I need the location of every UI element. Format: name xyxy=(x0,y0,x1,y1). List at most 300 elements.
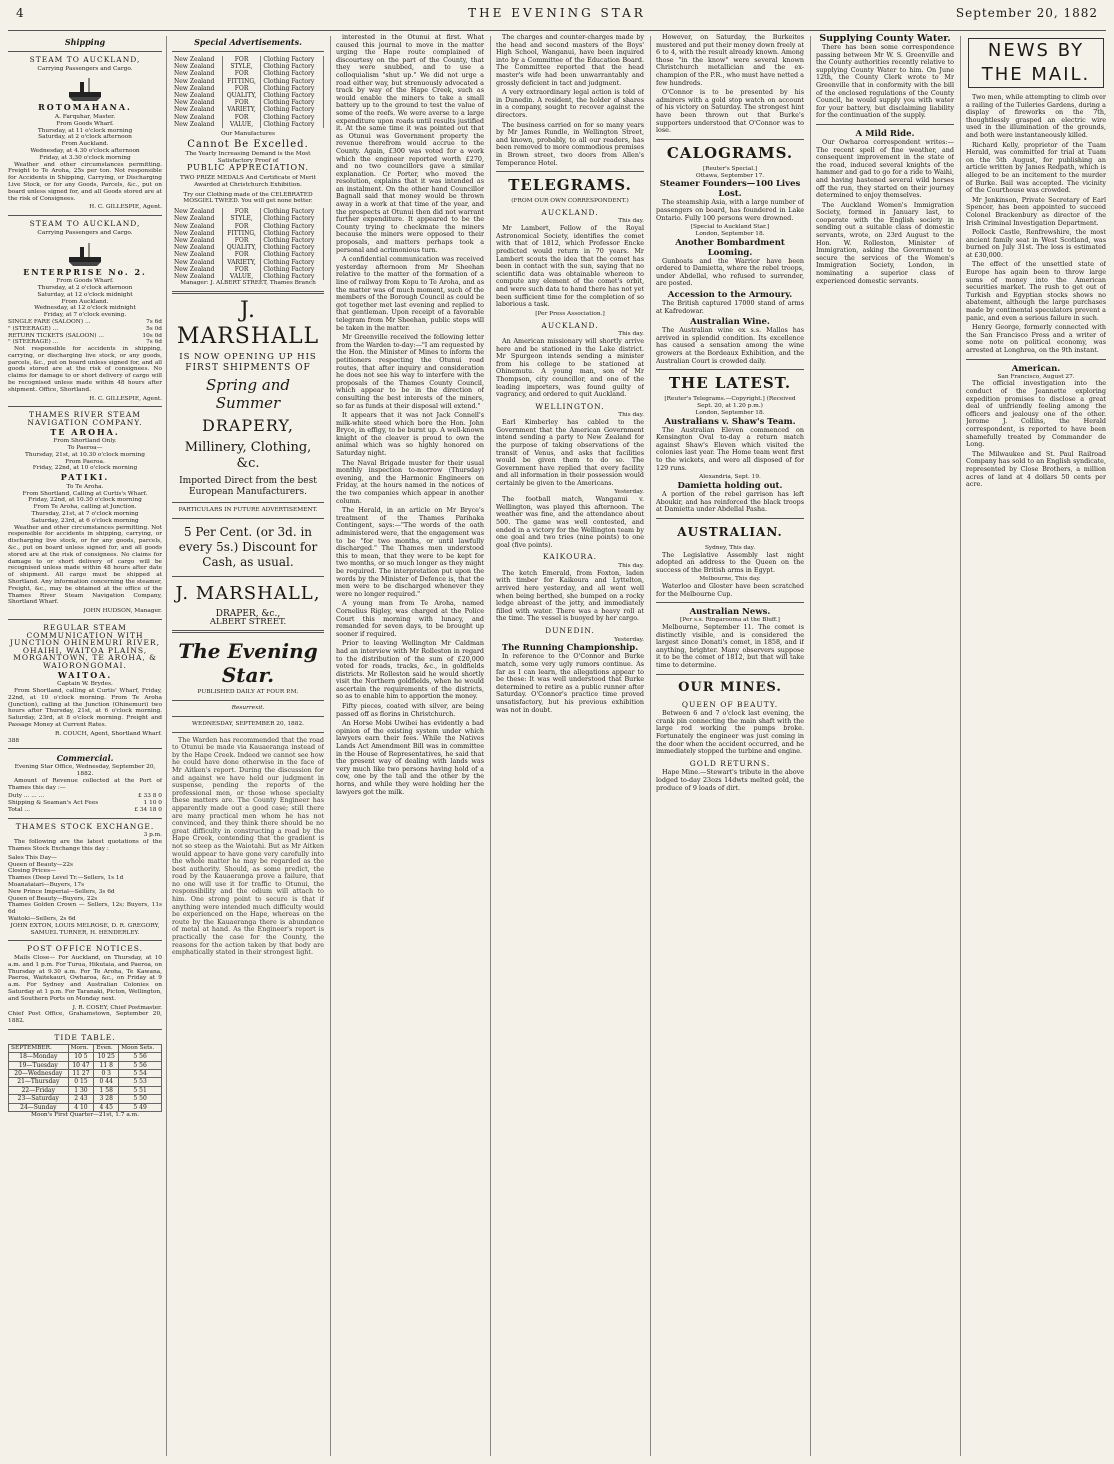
press-association: [Per Press Association.] xyxy=(535,310,605,317)
clothing-ad-cell: FOR xyxy=(222,237,261,244)
duty-row: Shipping & Seaman's Act Fees 1 10 0 xyxy=(8,800,162,807)
tide-row xyxy=(9,1078,162,1086)
clothing-ad-cell: Clothing Factory xyxy=(261,259,324,266)
dateline-day: Yesterday. xyxy=(614,489,644,496)
telegrams-subheading: (FROM OUR OWN CORRESPONDENT.) xyxy=(511,198,629,205)
column-rule xyxy=(330,36,331,1456)
clothing-ad-cell: Clothing Factory xyxy=(261,244,324,251)
clothing-ad-cell: Clothing Factory xyxy=(261,208,324,215)
post-office-title: POST OFFICE NOTICES. xyxy=(27,944,143,954)
column-rule xyxy=(960,36,961,1456)
clothing-ad-cell: Clothing Factory xyxy=(261,99,324,106)
clothing-ad-row xyxy=(172,92,324,99)
clothing-ad-cell: FOR xyxy=(222,70,261,77)
clothing-ad-cell: New Zealand xyxy=(172,106,222,113)
clothing-ad-cell: STYLE, xyxy=(222,63,261,70)
duty-row: Total ... £ 34 18 0 xyxy=(8,807,162,814)
article-paragraph: An American missionary will shortly arrive here and be stationed in the Lake district. Mr Spurgeon intends sending a minister from his college to be stationed at Ohinemutu. A young man, son of Mr Thompson, city councillor, and one of the leading importers, was found guilty of vagrancy, and ordered to quit Auckland. xyxy=(496,337,644,399)
fares-note: Not responsible for accidents in shipping, carrying, or discharging live stock, or any goods, parcels, &c., put on board unless signed for, and all goods stored are at the risk of consignees. No claims for damage to or short delivery of cargo will be recognised unless made within 48 hours after shipment. Office, Shortland. xyxy=(8,346,162,393)
tide-row xyxy=(9,1069,162,1077)
clothing-ad-cell: Clothing Factory xyxy=(261,273,324,280)
albert-street: ALBERT STREET. xyxy=(209,616,287,627)
clothing-ad-cell: FOR xyxy=(222,99,261,106)
clothing-ad-row xyxy=(172,78,324,85)
cannot-be-excelled: Cannot Be Excelled. xyxy=(187,138,309,150)
clothing-ad-cell: FOR xyxy=(222,251,261,258)
article-paragraph: Earl Kimberley has cabled to the Government that the American Government intend sending a party to New Zealand for the purpose of taking observations of the transit of Venus, and asks that facilities would be given them to do so. The Government have replied that every facility and all information in their possession would certainly be given to the Americans. xyxy=(496,418,644,487)
imported-direct: Imported Direct from the best European Manufacturers. xyxy=(179,476,317,498)
clothing-ad-row xyxy=(172,70,324,77)
ship-from: From Goods Wharf. xyxy=(56,278,114,285)
clothing-ad-cell: New Zealand xyxy=(172,215,222,222)
clothing-ad-cell: FITTING, xyxy=(222,78,261,85)
weather-note: Weather and other circumstances permitting. Freight to Te Aroha, 25s per ton. Not responsible for Accidents in Shipping, Carrying, or Discharging Live Stock, or for any Goods, Parcels, &c., put on board unless signed for, and all Goods stored are at the risk of Consignees. xyxy=(8,161,162,202)
article-paragraph: The effect of the unsettled state of Europe has again been to throw large sums of money into the American securities market. The rush to get out of Turkish and Egyptian stocks shows no abatement, although the large purchases made by continental speculators prevent a panic, and even a serious failure in such. xyxy=(966,260,1106,322)
clothing-ad-cell: FOR xyxy=(222,56,261,63)
moon-note: Moon's First Quarter—21st, 1.7 a.m. xyxy=(31,1112,139,1119)
clothing-ad-cell: New Zealand xyxy=(172,85,222,92)
article-paragraph: Fifty pieces, coated with silver, are being passed off as florins in Christchurch. xyxy=(336,702,484,718)
clothing-ad-row xyxy=(172,114,324,121)
ship-times-paeroa: Friday, 22nd, at 10 o'clock morning xyxy=(32,465,138,472)
mosgiel-tweed: Try our Clothing made of the CELEBRATED MOSGIEL TWEED. You will get none better. xyxy=(183,191,313,205)
supply-water-headline: Supplying County Water. xyxy=(819,34,951,44)
agent-signature: H. C. GILLESPIE, Agent. xyxy=(89,204,162,211)
masthead-title: THE EVENING STAR xyxy=(468,6,646,20)
australian-news-headline: Australian News. xyxy=(689,607,771,618)
running-headline: The Running Championship. xyxy=(501,643,639,654)
clothing-ad-cell: Clothing Factory xyxy=(261,106,324,113)
damietta-headline: Damietta holding out. xyxy=(677,480,783,491)
tide-row xyxy=(9,1086,162,1094)
ship-times-te-aroha: Thursday, 21st, at 7 o'clock morning Saturday, 23rd, at 6 o'clock morning xyxy=(31,511,139,524)
clothing-ad-cell: Clothing Factory xyxy=(261,85,324,92)
column-rule xyxy=(490,36,491,1456)
dateline-wellington: WELLINGTON. xyxy=(535,401,605,411)
agent-signature: R. COUCH, Agent, Shortland Wharf. xyxy=(55,730,162,737)
clothing-ad-cell: New Zealand xyxy=(172,121,222,128)
article-paragraph: The British captured 17000 stand of arms at Kafredowar. xyxy=(656,299,804,315)
column-county-news xyxy=(816,34,954,1458)
article-paragraph: Mr Lambert, Fellow of the Royal Astronomical Society, identifies the comet with that of 1812, which Professor Encke predicted would return in 70 years. Mr Lambert scouts the idea that the comet has been in contact with the sun, saying that no scientific data was obtainable whereon to compute any element of the comet's orbit, and were such data to hand there has not yet been sufficient time for the completion of so laborious a task. xyxy=(496,224,644,309)
fare-row: " (STEERAGE) ... 7s 6d xyxy=(8,339,162,346)
article-paragraph: Gunboats and the Warrior have been ordered to Damietta, where the rebel troops, under Abdellal, who refused to surrender, are posted. xyxy=(656,256,804,288)
steamship-icon xyxy=(65,74,105,102)
clothing-ad-row xyxy=(172,106,324,113)
ship-from-auckland: From Auckland. xyxy=(61,141,109,148)
ship-times: Thursday, at 2 o'clock afternoon Saturday, at 12 o'clock midnight xyxy=(37,284,133,298)
article-paragraph: Mr Greenville received the following letter from the Warden to-day:—"I am requested by the Hon. the Minister of Mines to inform the petitioners respecting the Otunui road routes, that after inquiry and consideration he does not see his way to interfere with the proposals of the Thames County Council, which appear to be in the direction of consulting the best interests of the miners, so far as funds at their disposal will extend." xyxy=(336,333,484,410)
ship-from-te-aroha: From Te Aroha, calling at Junction. xyxy=(33,504,137,511)
dateline-auckland: AUCKLAND. xyxy=(541,207,599,217)
article-paragraph: The Australian wine ex s.s. Mallos has arrived in splendid condition. Its excellence has caused a sensation among the wine growers at the Bordeaux Exhibition, and the Australian Court is crowded daily. xyxy=(656,326,804,365)
ship-to: To Te Aroha. xyxy=(66,483,104,490)
article-paragraph: Melbourne, September 11. The comet is distinctly visible, and is considered the largest since Donati's comet, in 1858, and if anything, brighter. Many observers suppose it to be the comet of 1812, but that will take time to determine. xyxy=(656,623,804,670)
article-paragraph: An Horse Mobi Uwihei has evidently a bad opinion of the existing system under which lawyers earn their fees. While the Natives Lands Act Amendment Bill was in committee in the House of Representatives, he said that the present way of dealing with lands was very much like two persons having hold of a cow, one by the tail and the other by the horns, and while they were holding her the lawyers got the milk. xyxy=(336,719,484,796)
tide-cell: 5 54 xyxy=(119,1069,162,1077)
dateline-san-francisco: San Francisco, August 27. xyxy=(997,373,1075,380)
millinery: Millinery, Clothing, &c. xyxy=(184,440,312,472)
tide-row xyxy=(9,1061,162,1069)
tide-header: SEPTEMBER. xyxy=(9,1044,69,1053)
clothing-ad-row xyxy=(172,259,324,266)
article-paragraph: The Milwaukee and St. Paul Railroad Company has sold to an English syndicate, represented by Close Brothers, a million acres of land at 4 dollars 50 cents per acre. xyxy=(966,449,1106,489)
article-paragraph: The charges and counter-charges made by the head and second masters of the Boys' High School, Wanganui, have been inquired into by a Committee of the Education Board. The Committee reported that the head master's wife had been unwarrantably and grossly deficient in tact and judgment. xyxy=(496,34,644,87)
tide-table-title: TIDE TABLE. xyxy=(54,1032,116,1042)
tide-cell: 0 15 xyxy=(68,1078,94,1086)
tide-cell: 5 56 xyxy=(119,1053,162,1061)
clothing-ad-cell: FOR xyxy=(222,208,261,215)
article-paragraph: A confidential communication was received yesterday afternoon from Mr Sheehan relative to the matter of the formation of a line of railway from Kopu to Te Aroha, and as the matter was of much moment, such of the members of the Borough Council as could be got together met last evening and replied to that gentleman. Upon receipt of a favorable telegram from Mr Sheehan, public steps will be taken in the matter. xyxy=(336,255,484,332)
tide-header: Morn. xyxy=(68,1044,94,1053)
commercial-dateline: Evening Star Office, Wednesday, September 20, 1882. xyxy=(14,764,156,778)
steam-auckland-subtitle-2: Carrying Passengers and Cargo. xyxy=(37,229,133,236)
particulars: PARTICULARS IN FUTURE ADVERTISEMENT. xyxy=(178,507,318,514)
article-paragraph: O'Connor is to be presented by his admirers with a gold stop watch on account of his victory on Saturday. The strongest hint have been thrown out that Burke's supporters understood that O'Connor was to lose. xyxy=(656,88,804,135)
clothing-ad-cell: VARIETY, xyxy=(222,106,261,113)
clothing-ad-cell: Clothing Factory xyxy=(261,70,324,77)
cricket-headline: Australians v. Shaw's Team. xyxy=(664,416,796,427)
column-local-news xyxy=(336,34,484,1458)
steamship-icon xyxy=(65,239,105,267)
column-rule xyxy=(650,36,651,1456)
clothing-ad-row xyxy=(172,273,324,280)
marshall-signature: J. MARSHALL, xyxy=(175,583,321,605)
prize-medals: TWO PRIZE MEDALS And Certificate of Merit Awarded at Christchurch Exhibition. xyxy=(179,175,316,188)
tide-header: Moon Sets. xyxy=(119,1044,162,1053)
queen-of-beauty-headline: QUEEN OF BEAUTY. xyxy=(681,699,779,709)
clothing-ad-cell: New Zealand xyxy=(172,208,222,215)
clothing-ad-row xyxy=(172,99,324,106)
clothing-ad-cell: New Zealand xyxy=(172,230,222,237)
column-rule xyxy=(810,36,811,1456)
clothing-ad-cell: New Zealand xyxy=(172,92,222,99)
clothing-ad-cell: New Zealand xyxy=(172,70,222,77)
clothing-ad-cell: FITTING, xyxy=(222,230,261,237)
agent-signature: JOHN HUDSON, Manager. xyxy=(83,608,162,615)
clothing-ad-cell: New Zealand xyxy=(172,273,222,280)
clothing-ad-cell: New Zealand xyxy=(172,266,222,273)
ship-from-paeroa: From Paeroa. xyxy=(65,458,105,465)
tide-cell: 5 53 xyxy=(119,1078,162,1086)
editorial-text: The Warden has recommended that the road to Otunui be made via Kauaeranga instead of by the Hape Creek. Indeed we cannot see how he could have done otherwise in the face of Mr Aitken's report. During the discussion for and against we have held our judgment in suspense, pending the reports of the professional men, or those whose specialty these matters are. The County Engineer has apparently made out a good case; still there are many practical men whom he has not convinced, and they think there should be no great difficulty in constructing a road by the Hape Creek, contending that the gradient is not so steep as the Waiotahi. But as Mr Aitken would appear to have gone very carefully into the whole matter he may be regarded as the best authority. Should, as some predict, the road by the Kauaeranga prove a failure, that no one will use it for traffic to Otunui, the responsibility and the odium will attach to him. One strong point to secure is that if anything were intended much difficulty would be experienced on the Hape, whereas on the route by the Kauaeranga there is abundance of metal at hand. As the Engineer's report is practically the case for the County, the reasons for the action taken by that body are emphatically stated in their strongest light. xyxy=(172,735,324,957)
clothing-ad-cell: Clothing Factory xyxy=(261,56,324,63)
clothing-ad-cell: QUALITY, xyxy=(222,244,261,251)
american-headline: American. xyxy=(1011,363,1061,374)
tide-cell: 20—Wednesday xyxy=(9,1069,69,1077)
article-paragraph: A young man from Te Aroha, named Cornelius Rigley, was charged at the Police Court this morning with lunacy, and remanded for seven days, to be brought up sooner if required. xyxy=(336,599,484,638)
our-manufactures: Our Manufactures xyxy=(220,131,276,138)
clothing-ad-row xyxy=(172,223,324,230)
ship-name-waitoa: WAITOA. xyxy=(57,669,113,680)
clothing-ad-cell: STYLE, xyxy=(222,215,261,222)
ship-name-te-aroha: TE AROHA. xyxy=(50,426,120,437)
clothing-ad-cell: VARIETY, xyxy=(222,259,261,266)
dateline-day: This day. xyxy=(618,412,644,419)
post-office-date: Chief Post Office, Grahamstown, September 20, 1882. xyxy=(8,1011,162,1025)
dateline-alexandria: Alexandria, Sept. 19. xyxy=(699,474,761,481)
tide-cell: 2 43 xyxy=(68,1095,94,1103)
branch-manager: Manager: J. ALBERT STREET, Thames Branch xyxy=(180,280,316,287)
ship-master: Captain W. Brydes. xyxy=(57,681,113,688)
steam-auckland-title: STEAM TO AUCKLAND, xyxy=(29,55,141,64)
tide-cell: 0 44 xyxy=(94,1078,119,1086)
commercial-text: Amount of Revenue collected at the Port of Thames this day :— xyxy=(8,777,162,791)
clothing-ad-row xyxy=(172,56,324,63)
thames-river-title: THAMES RIVER STEAM NAVIGATION COMPANY. xyxy=(27,410,143,428)
article-paragraph: It appears that it was not Jack Connell's milk-white steed which bore the Hon. John Bryce, in effigy, to be burnt up. A well-known knight of the cleaver is proud to own the animal which was so highly honored on Saturday night. xyxy=(336,411,484,458)
latest-subheading: [Reuter's Telegrams.—Copyright.] (Received Sept. 20, at 1.20 p.m.) xyxy=(664,396,796,410)
clothing-ad-row xyxy=(172,63,324,70)
dateline-dunedin: DUNEDIN. xyxy=(545,625,595,635)
tide-row xyxy=(9,1053,162,1061)
tide-cell: 10 5 xyxy=(68,1053,94,1061)
tide-cell: 22—Friday xyxy=(9,1086,69,1094)
dateline-ottawa: Ottawa, September 17. xyxy=(695,172,765,179)
dateline-day: This day. xyxy=(618,331,644,338)
dateline-melbourne: Melbourne, This day. xyxy=(699,576,761,583)
stock-exchange-intro: The following are the latest quotations of the Thames Stock Exchange this day : xyxy=(8,839,162,853)
steam-auckland-title-2: STEAM TO AUCKLAND, xyxy=(29,219,141,229)
tide-cell: 1 58 xyxy=(94,1086,119,1094)
article-paragraph: A portion of the rebel garrison has left Aboukir, and has reinforced the black troops at Damietta under Abdellal Pasha. xyxy=(656,489,804,514)
article-paragraph: The Legislative Assembly last night adopted an address to the Queen on the success of the British arms in Egypt. xyxy=(656,550,804,574)
clothing-ad-cell: Clothing Factory xyxy=(261,266,324,273)
article-paragraph: Between 6 and 7 o'clock last evening, the crank pin connecting the main shaft with the large rod working the pumps broke. Fortunately the engineer was just coming in the door when the accident occurred, and he immediately stopped the turbine and engine. xyxy=(656,709,804,756)
clothing-ad-cell: Clothing Factory xyxy=(261,251,324,258)
australian-heading: AUSTRALIAN. xyxy=(677,524,783,539)
ship-times-auckland: Wednesday, at 4.30 o'clock afternoon Friday, at 3.30 o'clock morning xyxy=(30,147,140,161)
clothing-ad-cell: New Zealand xyxy=(172,78,222,85)
bombardment-headline: Another Bombardment Looming. xyxy=(675,237,785,258)
fares-list xyxy=(8,319,162,346)
stock-exchange-list: Queen of Beauty—22s Closing Prices— Thames (Deep Level Tr.—Sellers, 1s 1d Moanataiari—Buyers, 17s New Prince Imperial—Sellers, 3s 6d Queen of Beauty—Buyers, 22s Thames Golden Crown — Sellers, 12s; Buyers, 11s 6d Waitoki—Sellers, 2s 6d xyxy=(8,861,162,923)
clothing-ad-cell: New Zealand xyxy=(172,259,222,266)
gold-returns-headline: GOLD RETURNS. xyxy=(689,758,771,768)
ship-from: From Shortland Only. xyxy=(53,438,117,445)
tide-row xyxy=(9,1103,162,1111)
agent-signature: H. C. GILLESPIE, Agent. xyxy=(89,395,162,402)
ad-number: 388 xyxy=(8,737,20,744)
news-by-mail-heading: NEWS BY THE MAIL. xyxy=(968,38,1104,88)
article-paragraph: interested in the Otunui at first. What caused this journal to move in the matter urging the Hape route complained of discourtesy on the part of the County, that they were snubbed, and to use a colloquialism "shut up." We did not urge a road either way, but strenuously advocated a track by way of the Hape Creek, such as would enable the miners to take a small battery up to the ground to test the value of some of the reefs. We were averse to a large expenditure upon roads until results justified it. At the same time it was pointed out that as Otunui was Government property the revenue therefrom would accrue to the County. Again, £300 was voted for a work which the engineer reported worth £270, and no two councillors gave a similar explanation. Cr Porter, who moved the resolution, explains that it was intended as an instalment. On the other hand Councillor Bagnall said that money would be thrown away in a work at that time of the year, and the prospects at Otunui then did not warrant further expenditure. It appeared to be the County trying to checkmate the miners because the miners were opposed to their proposals, and matters perhaps took a personal and acrimonious turn. xyxy=(336,34,484,254)
article-paragraph: The official investigation into the conduct of the Jeannette exploring expedition promises to disclose a great deal of unfriendly feeling among the officers and jealousy one of the other. Jerome J. Collins, the Herald correspondent, is reported to have been shamefully treated by Commander de Long. xyxy=(966,379,1106,449)
special-auckland-star: [Special to Auckland Star.] xyxy=(690,224,770,231)
ship-times: Friday, 22nd, at 10.30 o'clock morning xyxy=(28,497,142,504)
fare-row: SINGLE FARE (SALOON) ... 7s 6d xyxy=(8,318,162,325)
ship-times: Thursday, at 11 o'clock morning Saturday, at 2 o'clock afternoon xyxy=(37,127,133,141)
fare-row: RETURN TICKETS (SALOON) ... 10s 0d xyxy=(8,332,162,339)
clothing-ad-row xyxy=(172,266,324,273)
issue-date: WEDNESDAY, SEPTEMBER 20, 1882. xyxy=(192,720,304,727)
our-mines-heading: OUR MINES. xyxy=(678,679,782,695)
article-paragraph: Prior to leaving Wellington Mr Caldman had an interview with Mr Rolleston in regard to the distribution of the sum of £20,000 voted for roads, tracks, &c., in goldfields districts. Mr Rolleston said he would shortly visit the Northern goldfields, when he would ascertain the requirements of the districts, so as to enable him to apportion the money. xyxy=(336,639,484,701)
tide-cell: 21—Thursday xyxy=(9,1078,69,1086)
clothing-ad-cell: FOR xyxy=(222,85,261,92)
duty-row: Duty ... ... ... £ 33 8 0 xyxy=(8,793,162,800)
clothing-ad-cell: VALUE, xyxy=(222,121,261,128)
column-rule xyxy=(166,36,167,1456)
dateline-london: London, September 18. xyxy=(695,230,765,237)
article-paragraph: Our Owharoa correspondent writes:— The recent spell of fine weather, and consequent improvement in the state of the road, induced several knights of the hammer and gad to go for a ride to Waihi, and having hastened several wild horses off the run, they started on their journey determined to enjoy themselves. xyxy=(816,137,954,200)
clothing-ad-cell: New Zealand xyxy=(172,223,222,230)
ship-master: A. Farquhar, Master. xyxy=(54,113,116,120)
opening-up: IS NOW OPENING UP HIS xyxy=(179,352,317,363)
clothing-ad-cell: Clothing Factory xyxy=(261,114,324,121)
page-number: 4 xyxy=(16,6,25,20)
regular-steam-title: REGULAR STEAM COMMUNICATION WITH JUNCTION OHINEMURI RIVER, OHAIHI, WAITOA PLAINS, MORGANTOWN, TE AROHA, & WAIORONGOMAI. xyxy=(10,622,160,670)
clothing-ad-cell: FOR xyxy=(222,114,261,121)
stock-exchange-title: THAMES STOCK EXCHANGE. xyxy=(15,821,155,831)
clothing-ad-cell: New Zealand xyxy=(172,63,222,70)
ship-times: Thursday, 21st, at 10.30 o'clock morning xyxy=(25,451,145,458)
stock-exchange-sales: Sales This Day— xyxy=(8,854,57,861)
clothing-ad-row xyxy=(172,244,324,251)
tide-cell: 10 47 xyxy=(68,1061,94,1069)
article-paragraph: The Auckland Women's Immigration Society, formed in January last, to cooperate with the English society in sending out a suitable class of domestic servants, wrote, on 23rd August to the Hon. W. Rolleston, Minister of Immigration, asking the Government to secure the services of the Women's Immigration Society, London, in nominating a superior class of experienced domestic servants. xyxy=(816,200,954,285)
public-appreciation: PUBLIC APPRECIATION. xyxy=(186,163,310,173)
ship-from: From Shortland, Calling at Curtis's Wharf. xyxy=(22,490,148,497)
clothing-ad-cell: VALUE, xyxy=(222,273,261,280)
tide-cell: 0 3 xyxy=(94,1069,119,1077)
shipping-heading: Shipping xyxy=(64,37,106,47)
ship-from-auckland: From Auckland. xyxy=(61,298,109,305)
dateline-auckland: AUCKLAND. xyxy=(541,320,599,330)
article-paragraph: Richard Kelly, proprietor of the Tuam Herald, was committed for trial at Tuam on the 5th August, for publishing an article written by James Redpath, which is alleged to be an incitement to the murder of Burke. Bail was accepted. The vicinity of the Courthouse was crowded. xyxy=(966,140,1106,195)
clothing-ad-cell: FOR xyxy=(222,223,261,230)
tide-cell: 4 45 xyxy=(94,1103,119,1111)
clothing-ad-cell: New Zealand xyxy=(172,251,222,258)
brokers-list: JOHN EXTON, LOUIS MELROSE, D. R. GREGORY, SAMUEL TURNER, H. HENDERLEY. xyxy=(10,922,160,936)
clothing-ad-cell: Clothing Factory xyxy=(261,92,324,99)
tide-header: Even. xyxy=(94,1044,119,1053)
clothing-ad-cell: Clothing Factory xyxy=(261,230,324,237)
drapery: DRAPERY, xyxy=(201,416,294,436)
clothing-ad-cell: FOR xyxy=(222,266,261,273)
wine-headline: Australian Wine. xyxy=(690,317,770,328)
article-paragraph: A very extraordinary legal action is told of in Dunedin. A resident, the holder of shares in a company, sought to recover against the directors. xyxy=(496,88,644,119)
tide-cell: 3 28 xyxy=(94,1095,119,1103)
telegrams-heading: TELEGRAMS. xyxy=(508,176,632,195)
special-ads-heading: Special Advertisements. xyxy=(194,37,302,47)
tide-cell: 1 30 xyxy=(68,1086,94,1094)
tide-cell: 10 25 xyxy=(94,1053,119,1061)
published-daily: PUBLISHED DAILY AT FOUR P.M. xyxy=(197,689,299,696)
article-paragraph: Pollock Castle, Renfrewshire, the most ancient family seat in West Scotland, was burned on July 31st. The loss is estimated at £30,000. xyxy=(966,228,1106,259)
article-paragraph: The Naval Brigade muster for their usual monthly inspection to-morrow (Thursday) evening, and the Harmonic Engineers on Friday, at the hours named in the notices of the two companies which appear in another column. xyxy=(336,458,484,505)
clothing-ad-cell: Clothing Factory xyxy=(261,215,324,222)
clothing-ad-row xyxy=(172,230,324,237)
fare-row: " (STEERAGE) ... 5s 0d xyxy=(8,325,162,332)
tide-cell: 5 50 xyxy=(119,1095,162,1103)
clothing-ad-cell: New Zealand xyxy=(172,56,222,63)
marshall-heading: J. MARSHALL xyxy=(176,298,320,350)
clothing-ad-row xyxy=(172,237,324,244)
tide-cell: 4 10 xyxy=(68,1103,94,1111)
tide-cell: 5 51 xyxy=(119,1086,162,1094)
clothing-ad-cell: New Zealand xyxy=(172,237,222,244)
australian-news-sub: [Per s.s. Ringarooma at the Bluff.] xyxy=(680,617,780,624)
ship-from: From Goods Wharf. xyxy=(56,120,114,127)
tide-cell: 5 49 xyxy=(119,1103,162,1111)
article-paragraph: The ketch Emerald, from Foxton, laden with timber for Kaikoura and Lyttelton, arrived here yesterday, and all went well when being berthed, she bumped on a rocky ledge abreast of the jetty, and immediately filled with water. There was a heavy roll at the time. The vessel is buoyed by her cargo. xyxy=(496,568,644,623)
article-paragraph: However, on Saturday, the Burkeites mustered and put their money down freely at 6 to 4, with the result already known. Among those "in the know" were several known Christchurch metallician and the ex-champion of the P.R., who must have netted a few hundreds. xyxy=(656,34,804,87)
tide-row xyxy=(9,1095,162,1103)
resurrexit: Resurrexit. xyxy=(231,705,265,711)
clothing-ad-cell: QUALITY, xyxy=(222,92,261,99)
ship-to: To Paeroa— xyxy=(67,445,103,452)
dateline-day: This day. xyxy=(618,218,644,225)
dateline-london: London, September 18. xyxy=(695,409,765,416)
newspaper-title: The Evening Star. xyxy=(178,639,318,688)
article-paragraph: Waterloo and Gloster have been scratched for the Melbourne Cup. xyxy=(656,582,804,598)
clothing-ad-row xyxy=(172,121,324,128)
dateline-day: Yesterday. xyxy=(614,636,644,643)
tide-cell: 18—Monday xyxy=(9,1053,69,1061)
clothing-factory-ad-2 xyxy=(172,208,324,280)
article-paragraph: Hape Mine.—Stewart's tribute in the above lodged to-day 23ozs 14dwts melted gold, the produce of 9 loads of dirt. xyxy=(656,768,804,792)
yearly-demand: The Yearly Increasing Demand is the Most Satisfactory Proof of xyxy=(185,150,311,164)
column-advertisements xyxy=(172,34,324,1458)
article-paragraph: In reference to the O'Connor and Burke match, some very ugly rumors continue. As far as I can learn, the allegations appear to be these: It was well understood that Burke determined to retire as a public runner after Saturday. O'Connor's practice time proved unsatisfactory, but his previous exhibition was not in doubt. xyxy=(496,652,644,714)
tide-cell: 19—Tuesday xyxy=(9,1061,69,1069)
clothing-ad-cell: Clothing Factory xyxy=(261,78,324,85)
column-telegrams xyxy=(496,34,644,1458)
column-shipping xyxy=(8,34,162,1458)
ship-note: From Shortland, calling at Curtis' Wharf, Friday, 22nd, at 10 o'clock morning. From Te Aroha (Junction), calling at the Junction (Ohinemuri) two hours after Thursday, 21st, at 6 o'clock morning. Saturday, 23rd, at 8 o'clock morning. Freight and Passage Money at Current Rates. xyxy=(8,687,162,728)
commercial-heading: Commercial. xyxy=(56,753,114,764)
spring-summer: Spring and Summer xyxy=(205,376,291,413)
ship-name-patiki: PATIKI. xyxy=(60,472,110,483)
cash-discount: 5 Per Cent. (or 3d. in every 5s.) Discount for Cash, as usual. xyxy=(178,525,318,570)
clothing-ad-cell: Clothing Factory xyxy=(261,63,324,70)
clothing-ad-cell: New Zealand xyxy=(172,114,222,121)
clothing-ad-row xyxy=(172,85,324,92)
masthead-date: September 20, 1882 xyxy=(955,6,1098,20)
clothing-ad-cell: New Zealand xyxy=(172,244,222,251)
masthead xyxy=(8,0,1106,31)
dateline-day: This day. xyxy=(618,563,644,570)
article-paragraph: The business carried on for so many years by Mr James Rundle, in Wellington Street, and known, probably, to all our readers, has been removed to more commodious premises in Brown street, two doors from Allen's Temperance Hotel. xyxy=(496,120,644,167)
draper: DRAPER, &c., xyxy=(215,609,281,620)
tide-cell: 11 8 xyxy=(94,1061,119,1069)
latest-heading: THE LATEST. xyxy=(668,374,792,393)
column-cablegrams xyxy=(656,34,804,1458)
article-paragraph: There has been some correspondence passing between Mr W. S. Greenville and the County authorities recently relative to supplying County Water to him. On June 12th, the County Clerk wrote to Mr Greenville that in conformity with the bill of the enclosed regulations of the County Council, he would supply you with water for your battery, but disclaiming liability for the continuation of the supply. xyxy=(816,43,954,120)
steamer-headline: Steamer Founders—100 Lives Lost. xyxy=(659,179,801,200)
clothing-ad-cell: New Zealand xyxy=(172,99,222,106)
ship-name-enterprise: ENTERPRISE No. 2. xyxy=(23,266,147,277)
postmaster-signature: J. R. COSEY, Chief Postmaster. xyxy=(72,1004,162,1011)
post-office-text: Mails Close— For Auckland, on Thursday, at 10 a.m. and 1 p.m. For Turua, Hikutaia, and Paeroa, on Thursday at 9.30 a.m. For Te Aroha, Te Kawana, Paeroa, Waitekauri, Owharoa, &c., on Friday at 9 a.m. For Sydney and Australian Colonies on Saturday at 1 p.m. For Taranaki, Picton, Wellington, and Southern Ports on Monday next. xyxy=(8,955,162,1002)
steam-auckland-subtitle: Carrying Passengers and Cargo. xyxy=(37,65,133,72)
clothing-ad-row xyxy=(172,251,324,258)
article-paragraph: Two men, while attempting to climb over a railing of the Tuileries Gardens, during a display of fireworks on the 7th, thoughtlessly grasped an electric wire used in the illumination of the grounds, and both were instantaneously killed. xyxy=(966,93,1106,139)
calograms-heading: CALOGRAMS. xyxy=(666,143,794,162)
ship-name-rotomahana: ROTOMAHANA. xyxy=(38,102,132,113)
article-paragraph: The steamship Asia, with a large number of passengers on board, has foundered in Lake Ontario. Fully 100 persons were drowned. xyxy=(656,198,804,222)
article-paragraph: Mr Jenkinson, Private Secretary of Earl Spencer, has been appointed to succeed Colonel Brackenbury as director of the Irish Criminal Investigation Department. xyxy=(966,195,1106,227)
tide-cell: 23—Saturday xyxy=(9,1095,69,1103)
article-paragraph: The football match, Wanganui v. Wellington, was played this afternoon. The weather was fine, and the attendance about 500. The game was well contested, and ended in a victory for the Wellington team by one goal and two tries (nine points) to one goal (five points). xyxy=(496,495,644,549)
article-paragraph: Henry George, formerly connected with the San Francisco Press and a writer of some note on political economy, was arrested at Longhrea, on the 9th instant. xyxy=(966,323,1106,354)
dateline-sydney: Sydney, This day. xyxy=(704,544,756,551)
clothing-ad-cell: Clothing Factory xyxy=(261,223,324,230)
column-news-by-mail xyxy=(966,34,1106,1458)
article-paragraph: The Australian Eleven commenced on Kensington Oval to-day a return match against Shaw's Eleven which visited the colonies last year. The Home team went first to the wickets, and were all disposed of for 129 runs. xyxy=(656,425,804,472)
clothing-ad-row xyxy=(172,215,324,222)
first-shipments: FIRST SHIPMENTS OF xyxy=(185,362,311,373)
